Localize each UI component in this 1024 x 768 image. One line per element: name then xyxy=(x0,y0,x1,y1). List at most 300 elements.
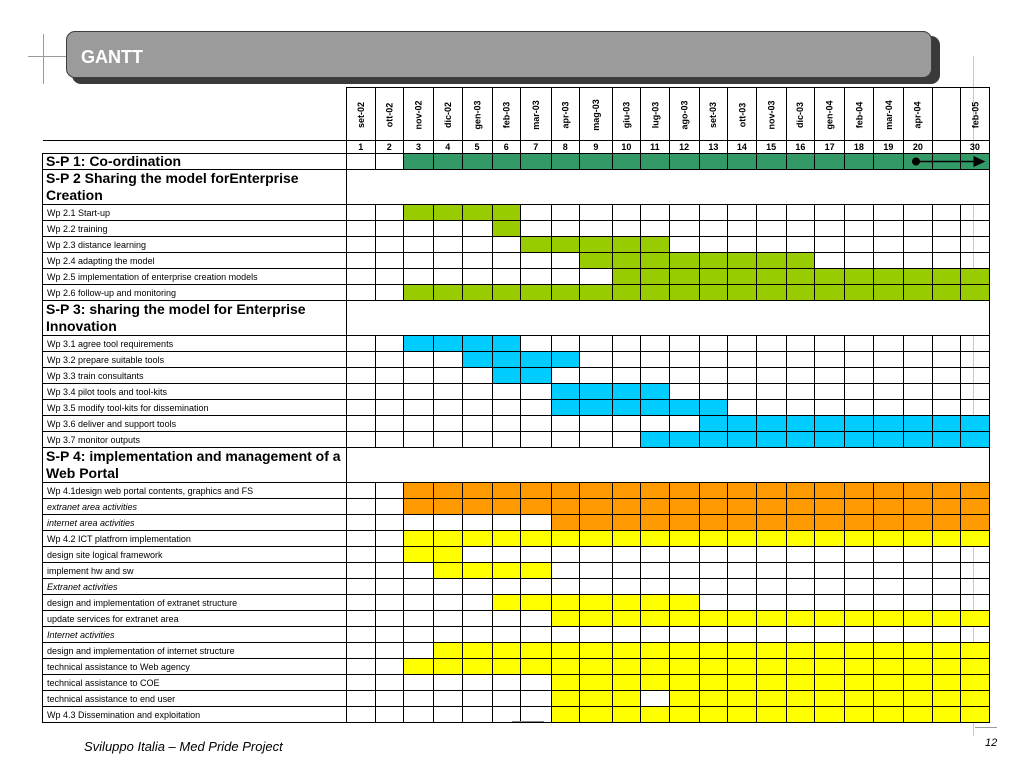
gantt-bar-cell xyxy=(756,154,786,170)
gantt-bar-cell xyxy=(786,643,815,659)
gantt-bar-cell xyxy=(845,707,874,723)
gantt-bar-cell xyxy=(462,336,492,352)
gantt-bar-cell xyxy=(669,285,699,301)
gantt-bar-cell xyxy=(815,675,845,691)
gantt-bar-cell xyxy=(612,595,641,611)
gantt-bar-cell xyxy=(641,154,670,170)
gantt-bar-cell xyxy=(580,515,613,531)
footer-rule xyxy=(975,727,997,728)
task-label: Wp 3.6 deliver and support tools xyxy=(43,416,347,432)
month-label: giu-03 xyxy=(621,101,632,129)
gantt-bar-cell xyxy=(961,691,990,707)
gantt-cell xyxy=(845,595,874,611)
gantt-bar-cell xyxy=(873,675,904,691)
gantt-cell xyxy=(786,352,815,368)
month-header xyxy=(815,88,845,141)
gantt-cell xyxy=(347,579,376,595)
gantt-bar-cell xyxy=(521,483,552,499)
gantt-cell xyxy=(786,221,815,237)
month-label: set-02 xyxy=(355,101,366,129)
month-header xyxy=(669,88,699,141)
task-row xyxy=(43,483,990,499)
month-header xyxy=(961,88,990,141)
gantt-cell xyxy=(845,237,874,253)
gantt-cell xyxy=(492,237,521,253)
gantt-cell xyxy=(669,547,699,563)
gantt-cell xyxy=(347,400,376,416)
gantt-cell xyxy=(375,595,404,611)
gantt-cell xyxy=(462,221,492,237)
gantt-bar-cell xyxy=(756,285,786,301)
gantt-bar-cell xyxy=(932,531,961,547)
month-label: dic-03 xyxy=(795,101,806,129)
gantt-bar-cell xyxy=(492,595,521,611)
period-number: 20 xyxy=(904,141,933,154)
gantt-bar-cell xyxy=(904,269,933,285)
gantt-bar-cell xyxy=(669,643,699,659)
gantt-cell xyxy=(904,205,933,221)
gantt-cell xyxy=(404,253,434,269)
gantt-bar-cell xyxy=(961,531,990,547)
month-header xyxy=(375,88,404,141)
gantt-bar-cell xyxy=(845,643,874,659)
gantt-cell xyxy=(347,627,376,643)
gantt-cell xyxy=(669,563,699,579)
gantt-bar-cell xyxy=(462,483,492,499)
gantt-bar-cell xyxy=(961,659,990,675)
gantt-cell xyxy=(551,416,580,432)
arrow-head xyxy=(974,156,986,167)
task-label: design site logical framework xyxy=(43,547,347,563)
gantt-bar-cell xyxy=(580,499,613,515)
month-header xyxy=(932,88,961,141)
period-number: 7 xyxy=(521,141,552,154)
gantt-bar-cell xyxy=(580,611,613,627)
task-label: technical assistance to end user xyxy=(43,691,347,707)
gantt-bar-cell xyxy=(641,675,670,691)
gantt-cell xyxy=(347,643,376,659)
gantt-bar-cell xyxy=(932,432,961,448)
gantt-bar-cell xyxy=(904,643,933,659)
gantt-cell xyxy=(961,253,990,269)
gantt-cell xyxy=(904,368,933,384)
period-number: 9 xyxy=(580,141,613,154)
gantt-bar-cell xyxy=(580,707,613,723)
month-label: gen-03 xyxy=(472,100,483,130)
gantt-cell xyxy=(434,579,463,595)
gantt-bar-cell xyxy=(815,611,845,627)
gantt-bar-cell xyxy=(434,531,463,547)
gantt-cell xyxy=(932,336,961,352)
gantt-cell xyxy=(580,368,613,384)
gantt-cell xyxy=(521,221,552,237)
period-number xyxy=(932,141,961,154)
gantt-cell xyxy=(786,384,815,400)
gantt-bar-cell xyxy=(845,515,874,531)
task-label: design and implementation of extranet structure xyxy=(43,595,347,611)
task-label: Wp 4.1design web portal contents, graphics and FS xyxy=(43,483,347,499)
gantt-cell xyxy=(699,547,728,563)
gantt-bar-cell xyxy=(404,483,434,499)
gantt-bar-cell xyxy=(786,691,815,707)
gantt-bar-cell xyxy=(551,285,580,301)
gantt-cell xyxy=(375,483,404,499)
gantt-cell xyxy=(347,483,376,499)
gantt-cell xyxy=(756,336,786,352)
gantt-cell xyxy=(669,579,699,595)
gantt-bar-cell xyxy=(641,432,670,448)
gantt-table xyxy=(42,87,990,723)
gantt-cell xyxy=(728,237,757,253)
gantt-cell xyxy=(521,416,552,432)
month-header xyxy=(728,88,757,141)
gantt-cell xyxy=(699,563,728,579)
gantt-bar-cell xyxy=(815,269,845,285)
gantt-cell xyxy=(462,400,492,416)
gantt-cell xyxy=(462,384,492,400)
gantt-bar-cell xyxy=(904,416,933,432)
gantt-cell xyxy=(580,221,613,237)
gantt-bar-cell xyxy=(932,285,961,301)
gantt-cell xyxy=(756,205,786,221)
gantt-bar-cell xyxy=(404,499,434,515)
gantt-cell xyxy=(347,499,376,515)
gantt-bar-cell xyxy=(551,499,580,515)
gantt-cell xyxy=(728,221,757,237)
task-row xyxy=(43,531,990,547)
gantt-bar-cell xyxy=(815,416,845,432)
gantt-cell xyxy=(375,352,404,368)
gantt-cell xyxy=(699,205,728,221)
gantt-bar-cell xyxy=(404,659,434,675)
gantt-bar-cell xyxy=(845,483,874,499)
section-span xyxy=(347,301,990,336)
section-label: S-P 3: sharing the model for Enterprise Innovation xyxy=(43,301,347,336)
month-label: dic-02 xyxy=(442,101,453,129)
gantt-bar-cell xyxy=(904,154,933,170)
gantt-cell xyxy=(932,253,961,269)
gantt-bar-cell xyxy=(932,643,961,659)
gantt-cell xyxy=(434,627,463,643)
gantt-bar-cell xyxy=(551,483,580,499)
gantt-cell xyxy=(612,432,641,448)
gantt-bar-cell xyxy=(699,531,728,547)
gantt-bar-cell xyxy=(699,285,728,301)
task-label: Wp 2.5 implementation of enterprise creation models xyxy=(43,269,347,285)
gantt-cell xyxy=(699,237,728,253)
gantt-cell xyxy=(347,595,376,611)
gantt-cell xyxy=(462,269,492,285)
gantt-cell xyxy=(932,237,961,253)
gantt-bar-cell xyxy=(786,659,815,675)
period-number: 8 xyxy=(551,141,580,154)
gantt-bar-cell xyxy=(961,675,990,691)
gantt-cell xyxy=(961,205,990,221)
gantt-bar-cell xyxy=(551,515,580,531)
gantt-bar-cell xyxy=(612,285,641,301)
gantt-cell xyxy=(669,384,699,400)
gantt-bar-cell xyxy=(873,432,904,448)
gantt-cell xyxy=(845,384,874,400)
gantt-bar-cell xyxy=(728,675,757,691)
gantt-cell xyxy=(961,221,990,237)
gantt-cell xyxy=(873,237,904,253)
gantt-cell xyxy=(375,611,404,627)
gantt-cell xyxy=(845,205,874,221)
gantt-cell xyxy=(815,400,845,416)
gantt-cell xyxy=(434,611,463,627)
gantt-bar-cell xyxy=(641,659,670,675)
gantt-cell xyxy=(845,368,874,384)
gantt-bar-cell xyxy=(873,269,904,285)
gantt-bar-cell xyxy=(669,154,699,170)
gantt-cell xyxy=(347,205,376,221)
gantt-cell xyxy=(699,368,728,384)
gantt-bar-cell xyxy=(580,154,613,170)
gantt-cell xyxy=(404,579,434,595)
month-header xyxy=(347,88,376,141)
gantt-cell xyxy=(961,579,990,595)
gantt-bar-cell xyxy=(580,384,613,400)
gantt-cell xyxy=(434,253,463,269)
task-label: Wp 4.2 ICT platfrom implementation xyxy=(43,531,347,547)
gantt-cell xyxy=(462,515,492,531)
gantt-bar-cell xyxy=(873,416,904,432)
gantt-bar-cell xyxy=(728,253,757,269)
gantt-bar-cell xyxy=(492,336,521,352)
gantt-bar-cell xyxy=(641,515,670,531)
gantt-cell xyxy=(961,336,990,352)
gantt-cell xyxy=(756,384,786,400)
gantt-cell xyxy=(375,368,404,384)
gantt-cell xyxy=(756,547,786,563)
gantt-cell xyxy=(347,563,376,579)
period-number: 16 xyxy=(786,141,815,154)
gantt-cell xyxy=(434,707,463,723)
gantt-cell xyxy=(375,154,404,170)
gantt-bar-cell xyxy=(580,595,613,611)
gantt-cell xyxy=(641,336,670,352)
gantt-bar-cell xyxy=(904,611,933,627)
gantt-bar-cell xyxy=(699,154,728,170)
gantt-cell xyxy=(375,515,404,531)
gantt-cell xyxy=(375,269,404,285)
gantt-cell xyxy=(521,579,552,595)
gantt-cell xyxy=(521,253,552,269)
gantt-cell xyxy=(669,237,699,253)
gantt-cell xyxy=(551,627,580,643)
gantt-bar-cell xyxy=(521,563,552,579)
gantt-cell xyxy=(434,269,463,285)
gantt-cell xyxy=(551,336,580,352)
gantt-bar-cell xyxy=(699,253,728,269)
gantt-cell xyxy=(786,547,815,563)
gantt-bar-cell xyxy=(434,659,463,675)
gantt-bar-cell xyxy=(728,691,757,707)
gantt-cell xyxy=(932,221,961,237)
gantt-bar-cell xyxy=(904,285,933,301)
gantt-cell xyxy=(347,221,376,237)
gantt-cell xyxy=(728,400,757,416)
gantt-bar-cell xyxy=(492,499,521,515)
gantt-cell xyxy=(641,416,670,432)
gantt-cell xyxy=(961,627,990,643)
gantt-bar-cell xyxy=(699,515,728,531)
gantt-bar-cell xyxy=(669,691,699,707)
gantt-bar-cell xyxy=(756,691,786,707)
gantt-bar-cell xyxy=(551,643,580,659)
gantt-cell xyxy=(815,579,845,595)
gantt-cell xyxy=(699,579,728,595)
gantt-bar-cell xyxy=(580,691,613,707)
gantt-bar-cell xyxy=(404,205,434,221)
gantt-cell xyxy=(375,659,404,675)
gantt-bar-cell xyxy=(521,237,552,253)
month-label: mar-03 xyxy=(530,100,541,130)
gantt-bar-cell xyxy=(756,499,786,515)
period-number: 11 xyxy=(641,141,670,154)
month-header xyxy=(845,88,874,141)
gantt-cell xyxy=(873,352,904,368)
task-row xyxy=(43,547,990,563)
gantt-bar-cell xyxy=(845,154,874,170)
gantt-cell xyxy=(845,563,874,579)
slide-title: GANTT xyxy=(81,47,143,67)
gantt-cell xyxy=(641,205,670,221)
footer-text: Sviluppo Italia – Med Pride Project xyxy=(84,739,283,754)
gantt-cell xyxy=(612,368,641,384)
gantt-cell xyxy=(375,531,404,547)
gantt-bar-cell xyxy=(961,483,990,499)
gantt-cell xyxy=(551,221,580,237)
gantt-cell xyxy=(347,707,376,723)
gantt-cell xyxy=(756,579,786,595)
gantt-bar-cell xyxy=(756,432,786,448)
gantt-bar-cell xyxy=(815,483,845,499)
gantt-cell xyxy=(551,368,580,384)
gantt-bar-cell xyxy=(462,563,492,579)
gantt-bar-cell xyxy=(728,659,757,675)
gantt-cell xyxy=(462,579,492,595)
gantt-bar-cell xyxy=(756,269,786,285)
gantt-bar-cell xyxy=(728,269,757,285)
gantt-cell xyxy=(404,515,434,531)
gantt-bar-cell xyxy=(612,611,641,627)
gantt-bar-cell xyxy=(492,643,521,659)
gantt-bar-cell xyxy=(756,611,786,627)
gantt-cell xyxy=(612,579,641,595)
gantt-bar-cell xyxy=(492,563,521,579)
month-label: mag-03 xyxy=(590,99,601,131)
gantt-cell xyxy=(932,627,961,643)
gantt-bar-cell xyxy=(728,515,757,531)
gantt-bar-cell xyxy=(669,659,699,675)
gantt-cell xyxy=(786,579,815,595)
month-label: lug-03 xyxy=(649,101,660,129)
gantt-cell xyxy=(404,707,434,723)
gantt-bar-cell xyxy=(612,154,641,170)
task-label: internet area activities xyxy=(43,515,347,531)
gantt-bar-cell xyxy=(961,643,990,659)
gantt-bar-cell xyxy=(641,483,670,499)
task-label: technical assistance to Web agency xyxy=(43,659,347,675)
period-number: 2 xyxy=(375,141,404,154)
gantt-bar-cell xyxy=(845,659,874,675)
gantt-cell xyxy=(462,416,492,432)
gantt-bar-cell xyxy=(873,659,904,675)
gantt-cell xyxy=(404,691,434,707)
period-number: 14 xyxy=(728,141,757,154)
period-number: 3 xyxy=(404,141,434,154)
gantt-cell xyxy=(462,691,492,707)
gantt-cell xyxy=(728,384,757,400)
gantt-cell xyxy=(347,659,376,675)
gantt-cell xyxy=(641,563,670,579)
gantt-bar-cell xyxy=(699,643,728,659)
gantt-bar-cell xyxy=(492,221,521,237)
gantt-cell xyxy=(375,691,404,707)
task-row xyxy=(43,269,990,285)
gantt-bar-cell xyxy=(845,416,874,432)
gantt-bar-cell xyxy=(699,691,728,707)
gantt-cell xyxy=(492,579,521,595)
gantt-cell xyxy=(756,400,786,416)
gantt-bar-cell xyxy=(669,515,699,531)
month-header xyxy=(786,88,815,141)
gantt-bar-cell xyxy=(404,531,434,547)
gantt-bar-cell xyxy=(786,416,815,432)
gantt-cell xyxy=(462,595,492,611)
gantt-bar-cell xyxy=(699,416,728,432)
timeline-arrow-icon xyxy=(904,154,990,169)
gantt-bar-cell xyxy=(462,643,492,659)
gantt-cell xyxy=(347,547,376,563)
gantt-bar-cell xyxy=(551,675,580,691)
gantt-cell xyxy=(786,627,815,643)
gantt-cell xyxy=(669,627,699,643)
gantt-bar-cell xyxy=(612,499,641,515)
section-label: S-P 2 Sharing the model forEnterprise Creation xyxy=(43,170,347,205)
period-number: 4 xyxy=(434,141,463,154)
gantt-cell xyxy=(669,205,699,221)
gantt-bar-cell xyxy=(521,368,552,384)
gantt-cell xyxy=(815,368,845,384)
gantt-cell xyxy=(815,563,845,579)
gantt-bar-cell xyxy=(699,611,728,627)
gantt-cell xyxy=(873,253,904,269)
gantt-cell xyxy=(756,352,786,368)
period-number: 6 xyxy=(492,141,521,154)
gantt-cell xyxy=(756,563,786,579)
gantt-bar-cell xyxy=(961,269,990,285)
period-number: 15 xyxy=(756,141,786,154)
connector-line xyxy=(512,721,544,722)
gantt-cell xyxy=(404,563,434,579)
gantt-bar-cell xyxy=(756,707,786,723)
gantt-cell xyxy=(932,400,961,416)
gantt-bar-cell xyxy=(612,675,641,691)
gantt-bar-cell xyxy=(932,707,961,723)
gantt-cell xyxy=(492,675,521,691)
gantt-cell xyxy=(375,563,404,579)
gantt-cell xyxy=(932,352,961,368)
gantt-cell xyxy=(873,221,904,237)
gantt-cell xyxy=(551,563,580,579)
gantt-bar-cell xyxy=(815,515,845,531)
gantt-bar-cell xyxy=(961,285,990,301)
gantt-bar-cell xyxy=(404,336,434,352)
gantt-bar-cell xyxy=(728,531,757,547)
